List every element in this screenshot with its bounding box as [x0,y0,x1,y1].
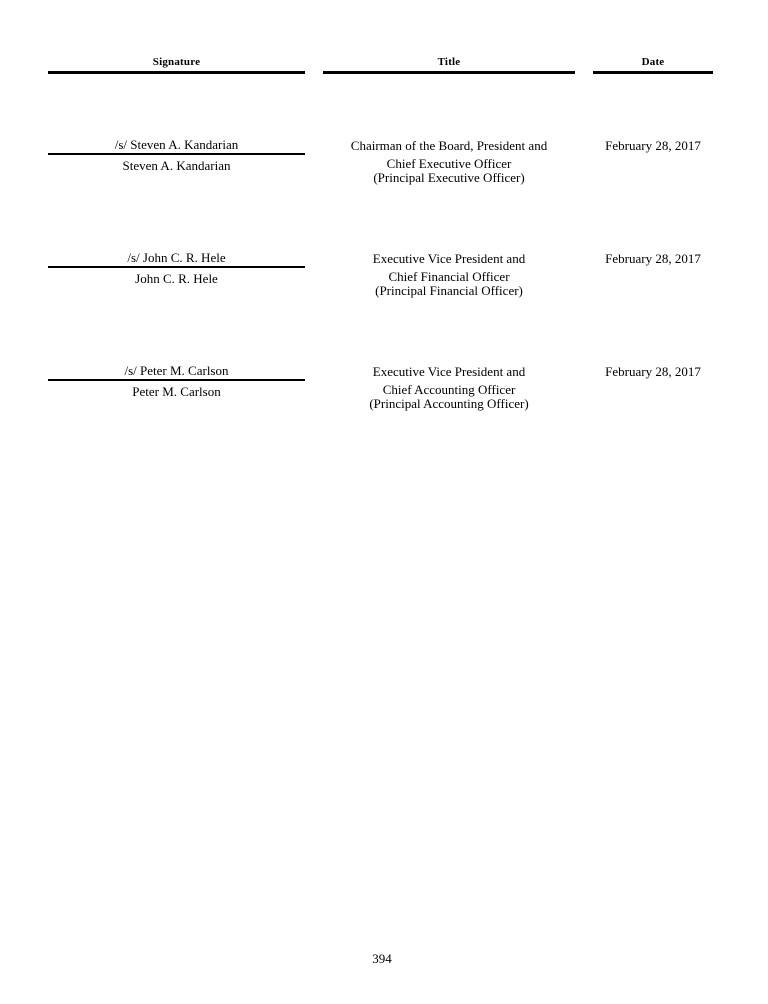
header-rule [323,71,575,74]
signatory-name: Steven A. Kandarian [122,158,231,173]
column-gap [305,56,323,74]
signature-table [48,56,713,411]
title-line-1: Executive Vice President and [372,251,526,266]
column-gap [575,363,593,411]
title-line-1: Executive Vice President and [372,364,526,379]
date-cell [593,363,713,411]
signatory-name: John C. R. Hele [135,271,218,286]
signature-column-header-cell [48,56,305,74]
signing-date: February 28, 2017 [605,251,701,266]
signature-cell [48,137,305,185]
signatory-signature: /s/ Peter M. Carlson [48,363,305,381]
table-row [48,137,713,185]
signature-cell [48,250,305,298]
title-cell [323,250,575,298]
header-rule [593,71,713,74]
table-header-row [48,56,713,74]
title-line-3: (Principal Executive Officer) [373,170,525,185]
signatory-signature: /s/ John C. R. Hele [48,250,305,268]
column-gap [575,250,593,298]
signing-date: February 28, 2017 [605,138,701,153]
date-column-header: Date [641,56,665,68]
date-column-header-cell [593,56,713,74]
signature-cell [48,363,305,411]
title-column-header-cell [323,56,575,74]
title-line-2: Chief Executive Officer [386,156,512,171]
table-row [48,250,713,298]
table-row [48,363,713,411]
title-line-3: (Principal Accounting Officer) [369,396,529,411]
title-line-3: (Principal Financial Officer) [375,283,523,298]
title-lines-rest [323,270,575,298]
signing-date: February 28, 2017 [605,364,701,379]
title-cell [323,363,575,411]
column-gap [305,363,323,411]
title-column-header: Title [437,56,461,68]
header-rule [48,71,305,74]
date-cell [593,250,713,298]
table-body [48,137,713,411]
signatory-name: Peter M. Carlson [132,384,221,399]
signature-column-header: Signature [152,56,201,68]
column-gap [305,137,323,185]
page-number: 394 [372,951,392,966]
title-line-1: Chairman of the Board, President and [350,138,548,153]
title-cell [323,137,575,185]
date-cell [593,137,713,185]
title-line-2: Chief Financial Officer [388,269,510,284]
title-lines-rest [323,383,575,411]
column-gap [305,250,323,298]
signatory-signature: /s/ Steven A. Kandarian [48,137,305,155]
column-gap [575,137,593,185]
title-lines-rest [323,157,575,185]
column-gap [575,56,593,74]
title-line-2: Chief Accounting Officer [382,382,516,397]
